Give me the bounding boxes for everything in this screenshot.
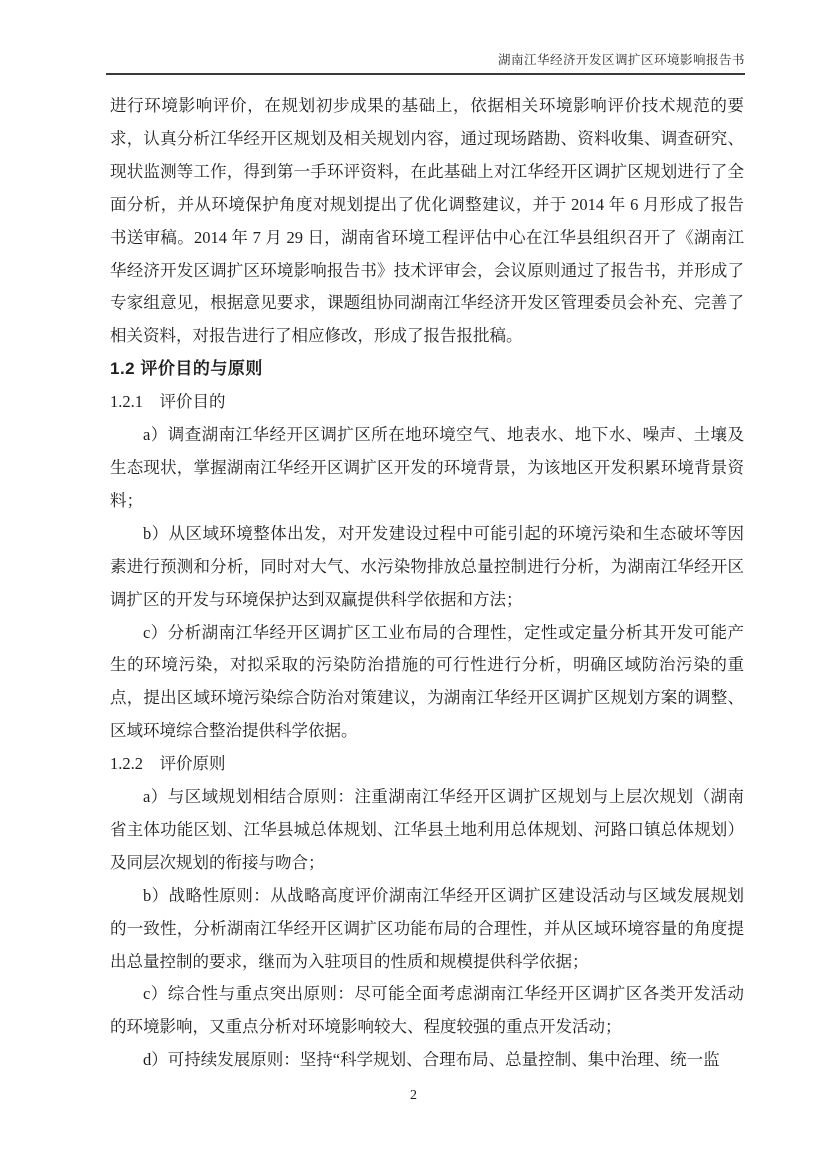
paragraph-principle-d: d）可持续发展原则：坚持“科学规划、合理布局、总量控制、集中治理、统一监: [143, 1050, 720, 1070]
paragraph-principle-b: b）战略性原则：从战略高度评价湖南江华经开区调扩区建设活动与区域发展规划的一致性，分析湖南江华经开区调扩区功能布局的合理性，并从区域环境容量的角度提出总量控制的要求，继而为入驻项目的性质和规模提供科学依据；: [110, 885, 744, 971]
paragraph-purpose-b: b）从区域环境整体出发，对开发建设过程中可能引起的环境污染和生态破坏等因素进行预测和分析，同时对大气、水污染物排放总量控制进行分析，为湖南江华经开区调扩区的开发与环境保护达到双赢提供科学依据和方法；: [110, 523, 744, 609]
paragraph-principle-a: a）与区域规划相结合原则：注重湖南江华经开区调扩区规划与上层次规划（湖南省主体功能区划、江华县城总体规划、江华县土地利用总体规划、河路口镇总体规划）及同层次规划的衔接与吻合；: [110, 787, 744, 872]
section-heading-1-2: 1.2 评价目的与原则: [110, 359, 263, 379]
paragraph-principle-c: c）综合性与重点突出原则：尽可能全面考虑湖南江华经开区调扩区各类开发活动的环境影响，又重点分析对环境影响较大、程度较强的重点开发活动；: [110, 984, 744, 1037]
paragraph-intro-continuation: 进行环境影响评价，在规划初步成果的基础上，依据相关环境影响评价技术规范的要求，认真分析江华经开区规划及相关规划内容，通过现场踏勘、资料收集、调查研究、现状监测等工作，得到第一手环评资料，在此基础上对江华经开区调扩区规划进行了全面分析，并从环境保护角度对规划提出了优化调整建议，并于 2014 年 6 月形成了报告书送审稿。2014 年 7 月 29 日，湖南省环境工程评估中心在江华县组织召开了《湖南江华经济开发区调扩区环境影响报告书》技术评审会，会议原则通过了报告书，并形成了专家组意见，根据意见要求，课题组协同湖南江华经济开发区管理委员会补充、完善了相关资料，对报告进行了相应修改，形成了报告报批稿。: [110, 96, 744, 346]
page-number: 2: [410, 1088, 417, 1103]
page-footer: [0, 1088, 827, 1104]
document-body: [110, 90, 744, 1077]
paragraph-purpose-c: c）分析湖南江华经开区调扩区工业布局的合理性，定性或定量分析其开发可能产生的环境污染，对拟采取的污染防治措施的可行性进行分析，明确区域防治污染的重点，提出区域环境污染综合防治对策建议，为湖南江华经开区调扩区规划方案的调整、区域环境综合整治提供科学依据。: [110, 622, 744, 741]
paragraph-purpose-a: a）调查湖南江华经开区调扩区所在地环境空气、地表水、地下水、噪声、土壤及生态现状，掌握湖南江华经开区调扩区开发的环境背景，为该地区开发积累环境背景资料；: [110, 425, 744, 510]
running-header-title: 湖南江华经济开发区调扩区环境影响报告书: [497, 53, 745, 67]
subsection-heading-1-2-2: 1.2.2 评价原则: [110, 754, 226, 774]
page-header: [106, 50, 745, 75]
subsection-heading-1-2-1: 1.2.1 评价目的: [110, 392, 226, 412]
